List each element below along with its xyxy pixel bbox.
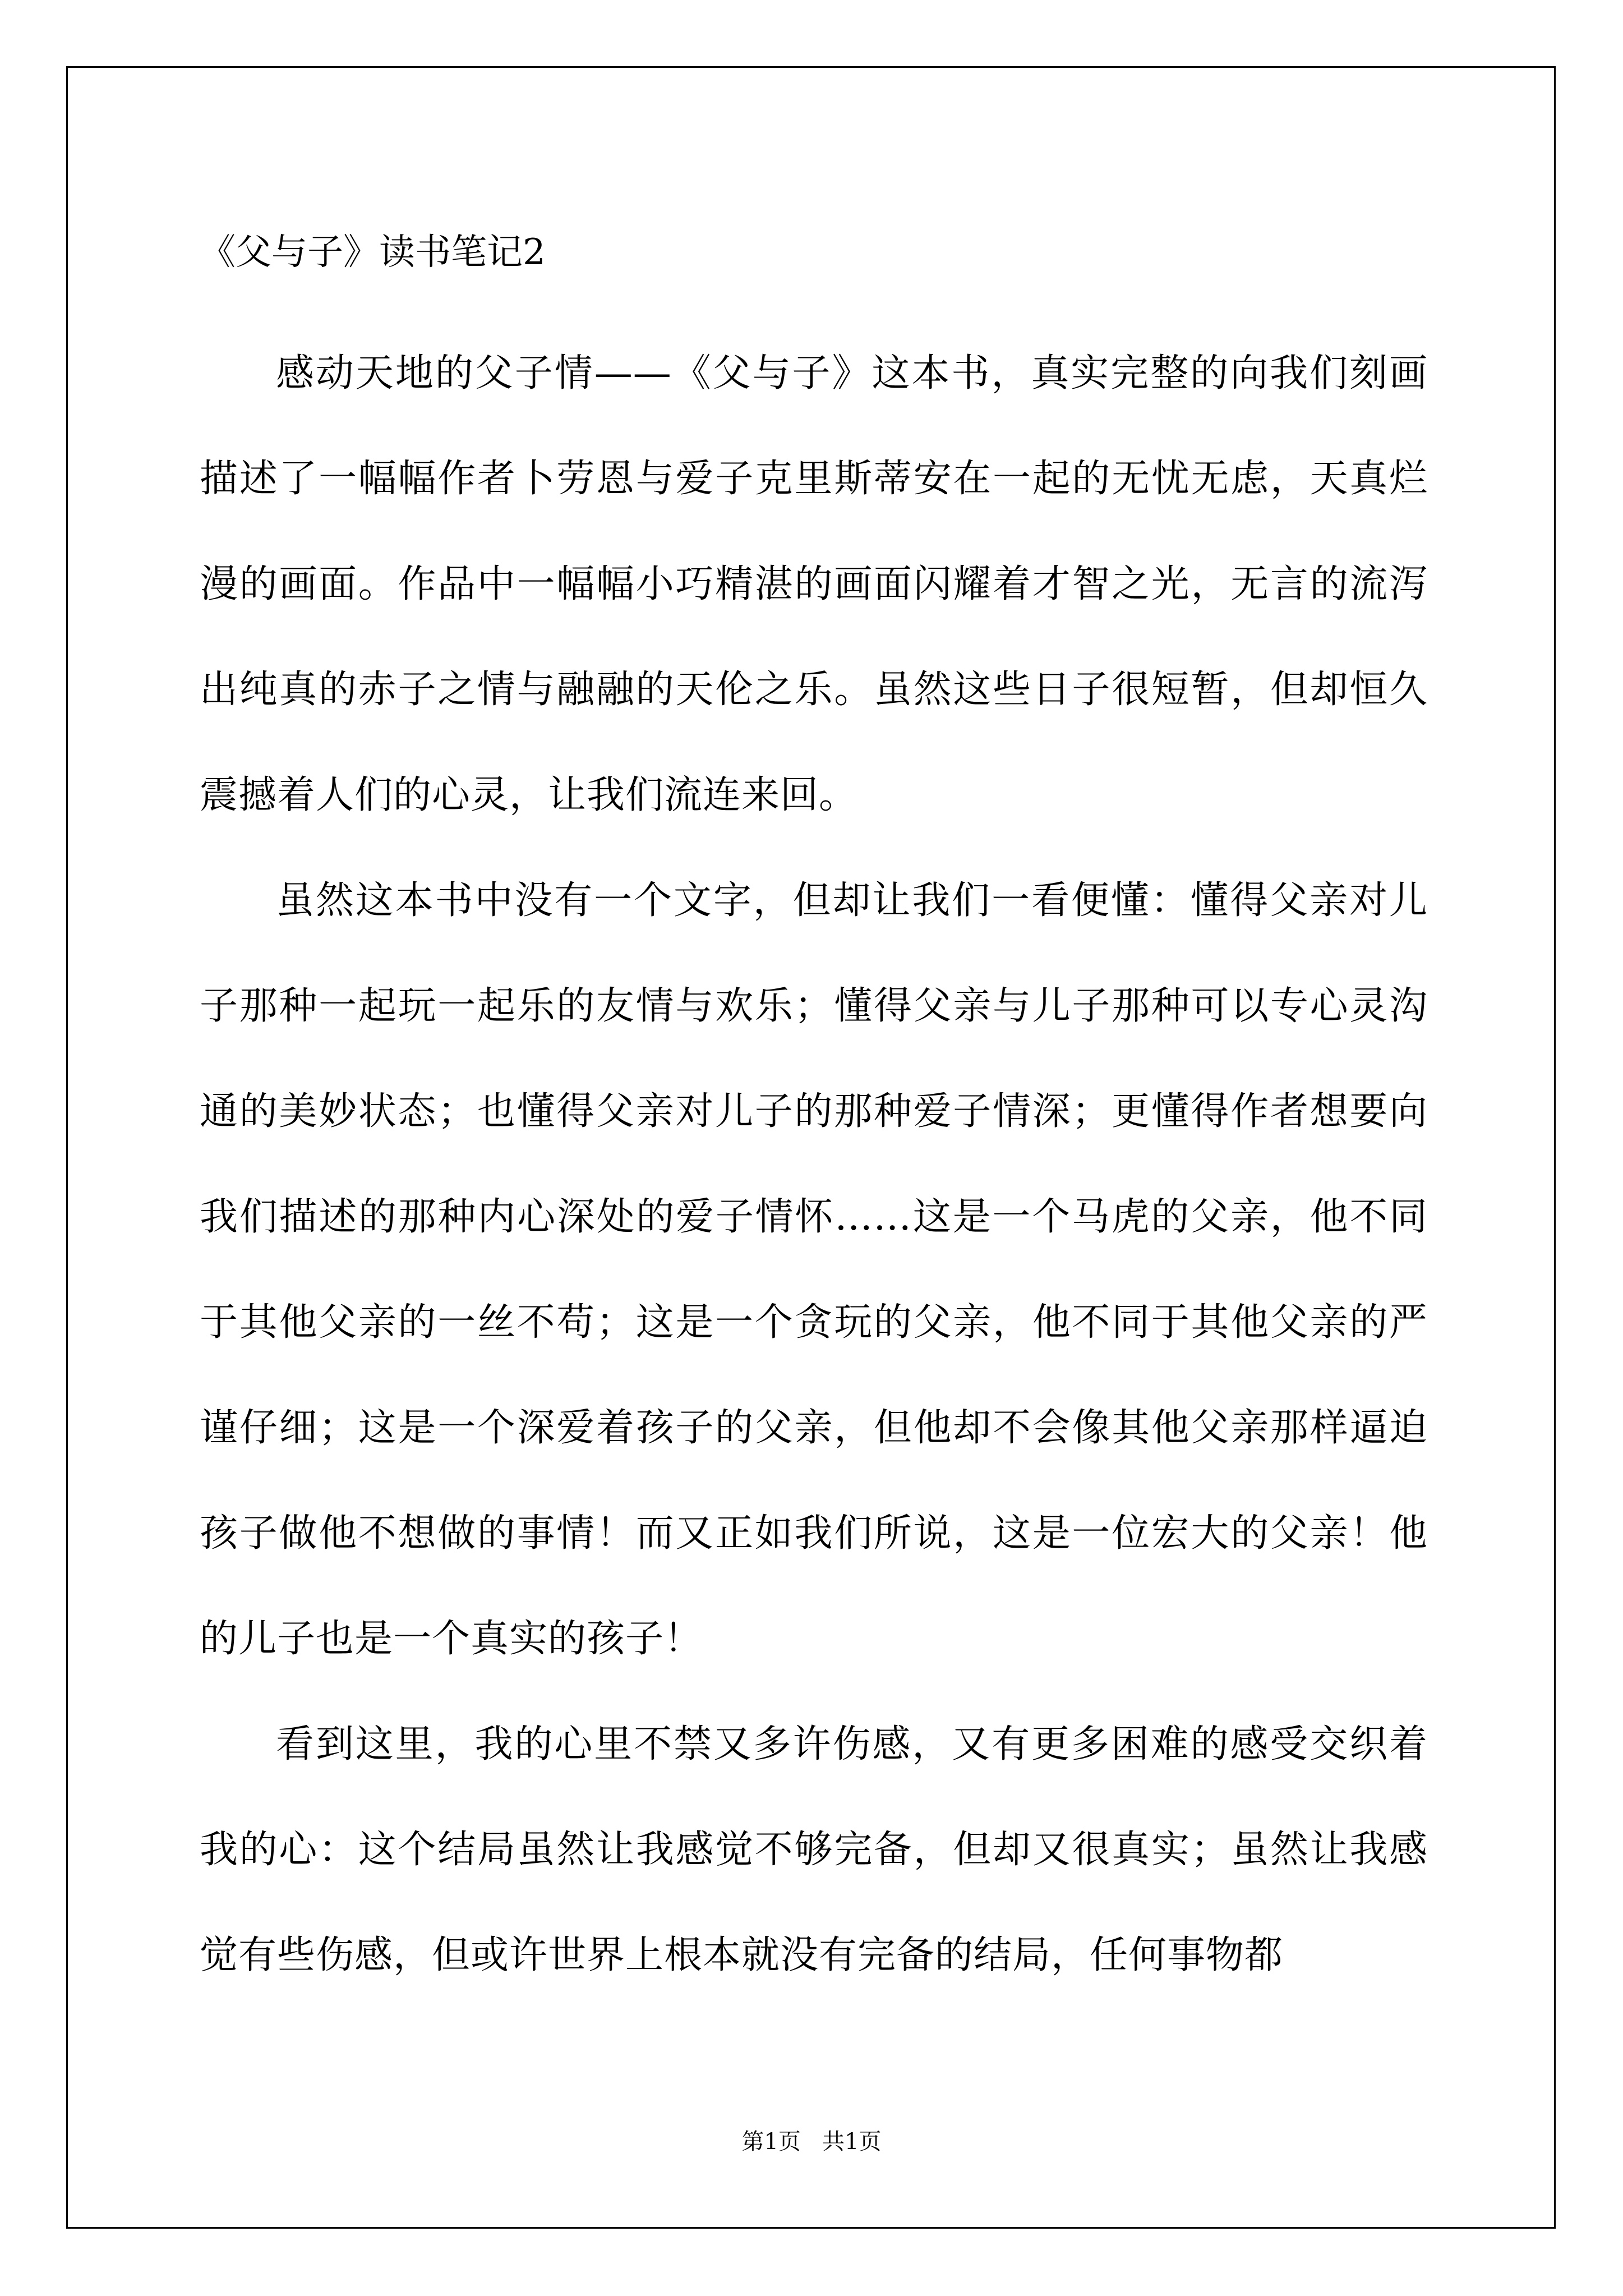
paragraph-2: 虽然这本书中没有一个文字，但却让我们一看便懂：懂得父亲对儿子那种一起玩一起乐的友情与欢乐；懂得父亲与儿子那种可以专心灵沟通的美妙状态；也懂得父亲对儿子的那种爱子情深；更懂得作者想要向我们描述的那种内心深处的爱子情怀……这是一个马虎的父亲，他不同于其他父亲的一丝不苟；这是一个贪玩的父亲，他不同于其他父亲的严谨仔细；这是一个深爱着孩子的父亲，但他却不会像其他父亲那样逼迫孩子做他不想做的事情！而又正如我们所说，这是一位宏大的父亲！他的儿子也是一个真实的孩子！ [200,878,1428,1661]
paragraph-3: 看到这里，我的心里不禁又多许伤感，又有更多困难的感受交织着我的心：这个结局虽然让我感觉不够完备，但却又很真实；虽然让我感觉有些伤感，但或许世界上根本就没有完备的结局，任何事物都 [200,1722,1428,1977]
page-number-footer: 第1页 共1页 [741,2129,882,2155]
document-title: 《父与子》读书笔记2 [200,232,546,273]
document-body [200,321,1428,2008]
paragraph-1: 感动天地的父子情——《父与子》这本书，真实完整的向我们刻画描述了一幅幅作者卜劳恩与爱子克里斯蒂安在一起的无忧无虑，天真烂漫的画面。作品中一幅幅小巧精湛的画面闪耀着才智之光，无言的流泻出纯真的赤子之情与融融的天伦之乐。虽然这些日子很短暂，但却恒久震撼着人们的心灵，让我们流连来回。 [200,351,1428,817]
